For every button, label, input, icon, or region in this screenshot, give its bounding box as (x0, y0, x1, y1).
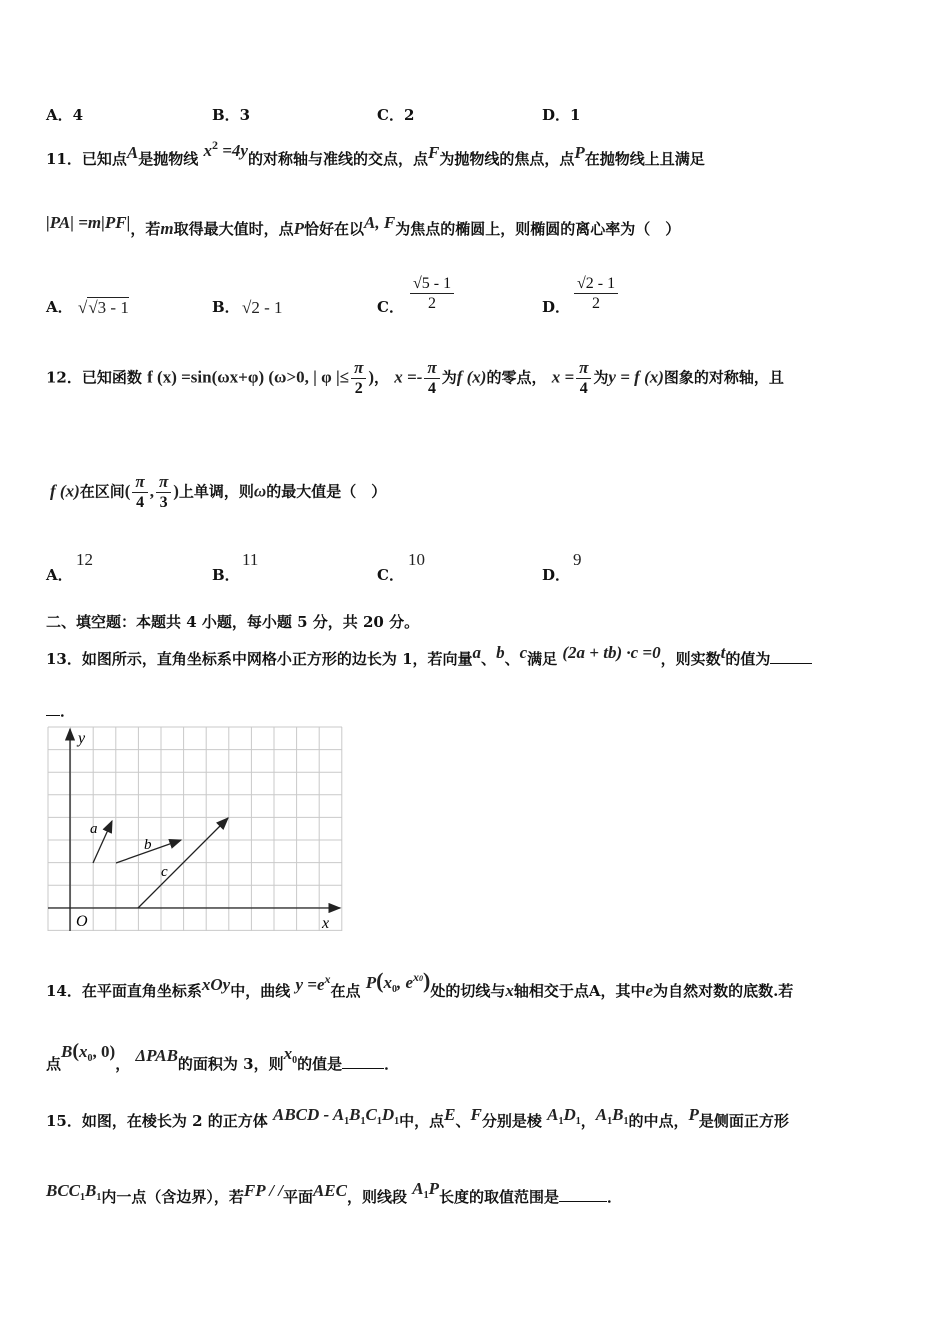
q11-option-c-fraction: $\frac{√5 - 1}{2}$ (408, 274, 456, 313)
q12-line1: 12．已知函数 f (x) =sin(ωx+φ) (ω>0, | φ |≤ $\frac{\pi}{2}$ )， x =- $\frac{\pi}{4}$ 为f (x)的零点， x = $\frac{\pi}{4}$ 为y = f (x)图象的对称轴，且 (46, 358, 784, 398)
y-axis-label: y (78, 730, 86, 747)
vector-c-label: c (161, 864, 168, 880)
q10-option-c: C．2 (377, 106, 415, 124)
q11-option-a-label: A． (46, 298, 73, 316)
q11-line1: 11．已知点A是抛物线 $x^2 =4y$的对称轴与准线的交点，点F为抛物线的焦点，点P在抛物线上且满足 (46, 138, 705, 168)
q12-option-d-label: D． (542, 566, 571, 584)
q11-option-d-fraction: $\frac{√2 - 1}{2}$ (572, 274, 620, 313)
x-axis-label: x (322, 915, 330, 932)
q14-line2: 点$B(x_0$, 0)， ΔPAB的面积为 3，则$x_0$的值是 ． (46, 1040, 400, 1073)
q12-line2: f (x)在区间( $\frac{\pi}{4}$ , $\frac{\pi}{3}$ )上单调，则ω的最大值是（ ） (50, 472, 387, 512)
q10-option-d: D．1 (542, 106, 581, 124)
vector-b-label: b (144, 837, 152, 853)
q10-option-b: B．3 (212, 106, 251, 124)
q11-option-d-label: D． (542, 298, 571, 316)
q13-line1: 13．如图所示，直角坐标系中网格小正方形的边长为 1，若向量a、b、c满足 (2a + tb) ·c =0，则实数t的值为 (46, 648, 812, 669)
q11-line2: |PA| =m|PF|，若m取得最大值时，点P恰好在以A, F为焦点的椭圆上，则椭圆的离心率为（ ） (46, 213, 681, 238)
section-heading: 二、填空题：本题共 4 小题，每小题 5 分，共 20 分。 (46, 613, 420, 631)
q12-option-b-label: B． (212, 566, 240, 584)
q12-option-c-label: C． (377, 566, 404, 584)
origin-label: O (76, 913, 88, 930)
vector-a-label: a (90, 821, 98, 837)
q13-line2: ． (46, 700, 75, 721)
q12-option-c-value: 10 (408, 550, 425, 569)
q11-option-c-label: C． (377, 298, 404, 316)
q12-option-a-value: 12 (76, 550, 93, 569)
q11-option-b-label: B． (212, 298, 240, 316)
q11-option-a-value: √√3 - 1 (78, 298, 129, 317)
q14-line1: 14．在平面直角坐标系xOy中，曲线 $y =e^x$在点 $P(x_0$, $e^{x0}$)处的切线与x轴相交于点A，其中e为自然对数的底数.若 (46, 968, 794, 1000)
vector-grid-figure (44, 725, 346, 933)
q15-line1: 15．如图，在棱长为 2 的正方体 ABCD - $A_1B_1C_1D_1$中，点E、F分别是棱 $A_1D_1$，$A_1B_1$的中点，P是侧面正方形 (46, 1105, 789, 1130)
q10-option-a: A．4 (46, 106, 84, 124)
q12-option-b-value: 11 (242, 550, 259, 569)
q12-option-d-value: 9 (573, 550, 582, 569)
q11-option-b-value: √2 - 1 (242, 298, 283, 317)
q12-option-a-label: A． (46, 566, 73, 584)
q15-line2: $BCC_1B_1$内一点（含边界），若FP / /平面AEC，则线段 $A_1P$长度的取值范围是 ． (46, 1179, 622, 1206)
